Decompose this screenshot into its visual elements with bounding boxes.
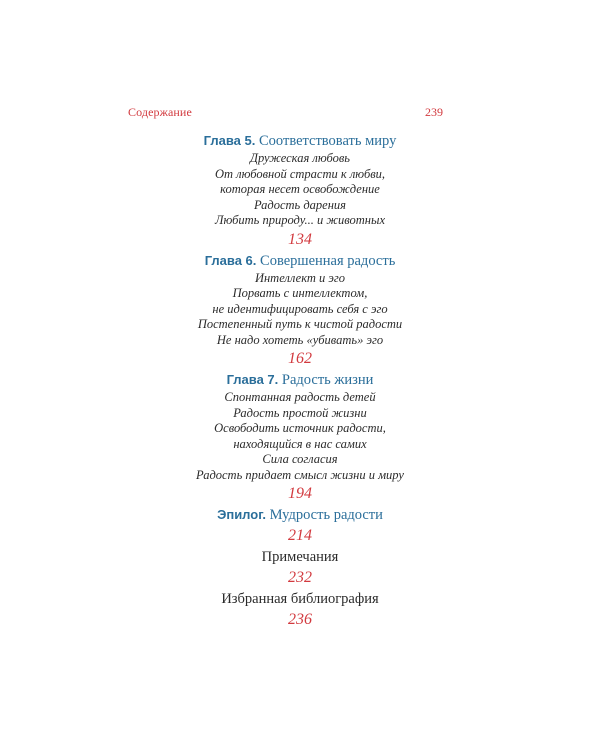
subsection-list (0, 390, 600, 483)
subsection-item: Радость придает смысл жизни и миру (196, 467, 404, 482)
subsection-item: Освободить источник радости, (214, 421, 386, 435)
chapter-page-number: 134 (288, 230, 312, 248)
subsection-item: Дружеская любовь (250, 151, 350, 165)
chapter-label: Глава 5. (203, 133, 256, 148)
notes-title[interactable]: Примечания (261, 549, 339, 565)
notes-page-number: 232 (288, 569, 312, 586)
subsection-item: Любить природу... и животных (214, 213, 385, 227)
chapter-title: Совершенная радость (260, 252, 396, 269)
toc-chapter-7 (0, 370, 600, 505)
toc-chapter-6 (0, 251, 600, 371)
bibliography-page-number: 236 (288, 611, 312, 628)
subsection-item: Сила согласия (262, 452, 338, 466)
epilogue-page-number: 214 (288, 527, 312, 544)
chapter-title: Радость жизни (281, 372, 374, 388)
toc-chapter-5 (0, 131, 600, 251)
epilogue-heading[interactable] (0, 505, 600, 525)
subsection-item: Радость простой жизни (233, 405, 367, 420)
subsection-item: находящийся в нас самих (233, 436, 367, 451)
epilogue-title: Мудрость радости (269, 507, 383, 523)
subsection-item: От любовной страсти к любви, (214, 166, 386, 181)
subsection-item: Спонтанная радость детей (224, 390, 376, 404)
chapter-heading[interactable] (0, 131, 600, 151)
chapter-label: Глава 7. (226, 372, 279, 387)
chapter-page-number: 162 (288, 350, 312, 367)
subsection-item: Не надо хотеть «убивать» эго (216, 332, 384, 347)
subsection-item: которая несет освобождение (220, 182, 380, 196)
page-number: 239 (425, 105, 443, 119)
chapter-title: Соответствовать миру (259, 133, 397, 149)
subsection-list (0, 271, 600, 349)
toc-bibliography (0, 589, 600, 631)
subsection-item: Постепенный путь к чистой радости (197, 317, 403, 331)
subsection-item: не идентифицировать себя с эго (212, 301, 388, 316)
table-of-contents (0, 131, 600, 631)
bibliography-title[interactable]: Избранная библиография (221, 591, 379, 607)
subsection-item: Порвать с интеллектом, (232, 286, 368, 300)
toc-notes (0, 547, 600, 589)
chapter-heading[interactable] (0, 370, 600, 390)
running-head-section: Содержание (128, 105, 192, 119)
chapter-page-number: 194 (288, 485, 312, 502)
subsection-list (0, 151, 600, 229)
subsection-item: Радость дарения (253, 197, 346, 212)
toc-epilogue (0, 505, 600, 547)
chapter-label: Глава 6. (204, 252, 257, 268)
epilogue-label: Эпилог. (217, 507, 266, 522)
chapter-heading[interactable] (0, 251, 600, 271)
subsection-item: Интеллект и эго (254, 270, 346, 285)
